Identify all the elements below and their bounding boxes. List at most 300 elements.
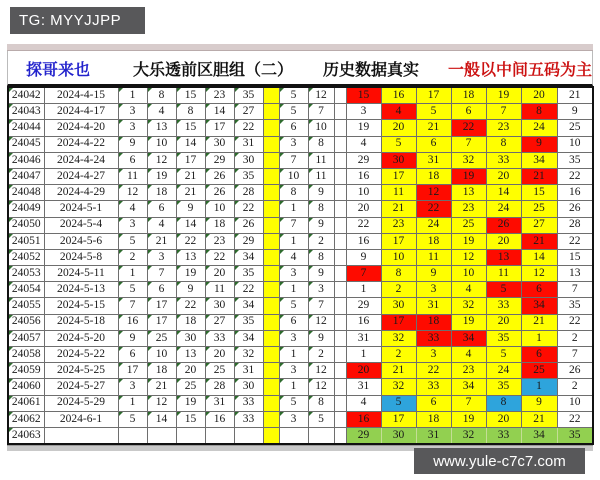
zone-number-cell: 22 xyxy=(416,363,451,379)
yellow-separator-cell xyxy=(263,363,279,379)
zone-number-cell: 5 xyxy=(486,282,521,298)
back-number-cell: 5 xyxy=(279,104,308,120)
zone-number-cell: 26 xyxy=(486,217,521,233)
back-number-cell: 3 xyxy=(279,411,308,427)
zone-number-cell: 21 xyxy=(381,363,416,379)
zone-number-cell: 33 xyxy=(416,330,451,346)
front-number-cell: 30 xyxy=(234,152,263,168)
cell-draw-id: 24044 xyxy=(8,120,44,136)
zone-number-cell: 23 xyxy=(381,217,416,233)
zone-number-cell: 7 xyxy=(346,266,381,282)
yellow-separator-cell xyxy=(263,152,279,168)
sheet-top-strip xyxy=(7,44,593,51)
zone-number-cell: 20 xyxy=(346,201,381,217)
zone-number-cell: 22 xyxy=(451,120,486,136)
zone-number-cell: 20 xyxy=(486,168,521,184)
zone-number-cell: 6 xyxy=(416,395,451,411)
cell-draw-id: 24056 xyxy=(8,314,44,330)
front-number-cell: 11 xyxy=(205,282,234,298)
zone-number-cell: 17 xyxy=(381,411,416,427)
zone-number-cell: 13 xyxy=(451,185,486,201)
front-number-cell: 3 xyxy=(118,217,147,233)
yellow-separator-cell xyxy=(263,120,279,136)
front-number-cell: 15 xyxy=(176,120,205,136)
yellow-separator-cell xyxy=(263,298,279,314)
front-number-cell: 14 xyxy=(147,411,176,427)
cell-draw-date: 2024-5-27 xyxy=(44,379,118,395)
zone-number-cell: 26 xyxy=(557,201,593,217)
gap-cell xyxy=(334,185,346,201)
zone-number-cell: 21 xyxy=(521,233,557,249)
back-number-cell: 8 xyxy=(308,201,334,217)
front-number-cell: 32 xyxy=(234,347,263,363)
zone-number-cell: 5 xyxy=(381,395,416,411)
zone-number-cell: 13 xyxy=(557,266,593,282)
front-number-cell: 20 xyxy=(205,266,234,282)
front-number-cell: 12 xyxy=(147,152,176,168)
back-number-cell: 12 xyxy=(308,87,334,104)
zone-number-cell: 19 xyxy=(451,168,486,184)
zone-number-cell: 11 xyxy=(416,249,451,265)
back-number-cell: 12 xyxy=(308,363,334,379)
front-number-cell: 21 xyxy=(147,233,176,249)
front-number-cell: 13 xyxy=(176,347,205,363)
zone-number-cell: 16 xyxy=(346,168,381,184)
front-number-cell: 33 xyxy=(234,411,263,427)
yellow-separator-cell xyxy=(263,411,279,427)
zone-number-cell: 32 xyxy=(381,379,416,395)
cell-draw-date: 2024-5-20 xyxy=(44,330,118,346)
table-row xyxy=(8,282,593,298)
zone-number-cell: 19 xyxy=(451,411,486,427)
front-number-cell: 13 xyxy=(147,120,176,136)
front-number-cell: 22 xyxy=(234,282,263,298)
yellow-separator-cell xyxy=(263,104,279,120)
front-number-cell: 1 xyxy=(118,266,147,282)
data-table-body xyxy=(8,87,593,444)
zone-number-cell: 22 xyxy=(346,217,381,233)
zone-number-cell: 29 xyxy=(346,298,381,314)
front-number-cell: 21 xyxy=(147,379,176,395)
gap-cell xyxy=(334,427,346,444)
zone-number-cell: 25 xyxy=(521,201,557,217)
front-number-cell: 34 xyxy=(234,298,263,314)
front-number-cell: 9 xyxy=(118,136,147,152)
front-number-cell: 19 xyxy=(147,168,176,184)
zone-number-cell: 33 xyxy=(486,427,521,444)
zone-number-cell: 26 xyxy=(557,363,593,379)
cell-draw-id: 24043 xyxy=(8,104,44,120)
front-number-cell: 5 xyxy=(118,411,147,427)
cell-draw-id: 24061 xyxy=(8,395,44,411)
front-number-cell: 14 xyxy=(205,104,234,120)
front-number-cell: 30 xyxy=(205,136,234,152)
front-number-cell: 22 xyxy=(176,233,205,249)
zone-number-cell: 10 xyxy=(557,136,593,152)
back-number-cell: 1 xyxy=(279,347,308,363)
zone-number-cell: 23 xyxy=(486,120,521,136)
front-number-cell: 21 xyxy=(176,168,205,184)
table-row xyxy=(8,347,593,363)
back-number-cell: 5 xyxy=(279,298,308,314)
gap-cell xyxy=(334,298,346,314)
front-number-cell: 18 xyxy=(147,363,176,379)
zone-number-cell: 1 xyxy=(346,282,381,298)
table-row xyxy=(8,298,593,314)
back-number-cell: 5 xyxy=(308,411,334,427)
zone-number-cell: 31 xyxy=(346,379,381,395)
cell-draw-date: 2024-5-6 xyxy=(44,233,118,249)
table-row xyxy=(8,314,593,330)
zone-number-cell: 31 xyxy=(416,298,451,314)
cell-draw-id: 24058 xyxy=(8,347,44,363)
cell-draw-date: 2024-4-17 xyxy=(44,104,118,120)
front-number-cell: 33 xyxy=(234,395,263,411)
zone-number-cell: 20 xyxy=(486,411,521,427)
zone-number-cell: 34 xyxy=(451,379,486,395)
zone-number-cell: 30 xyxy=(381,427,416,444)
back-number-cell xyxy=(308,427,334,444)
zone-number-cell: 34 xyxy=(521,152,557,168)
yellow-separator-cell xyxy=(263,379,279,395)
front-number-cell: 10 xyxy=(147,136,176,152)
zone-number-cell: 18 xyxy=(416,314,451,330)
front-number-cell: 31 xyxy=(234,363,263,379)
front-number-cell: 25 xyxy=(147,330,176,346)
back-number-cell: 7 xyxy=(279,217,308,233)
table-row xyxy=(8,217,593,233)
zone-number-cell: 24 xyxy=(486,363,521,379)
back-number-cell: 11 xyxy=(308,168,334,184)
front-number-cell: 4 xyxy=(147,217,176,233)
table-row xyxy=(8,427,593,444)
cell-draw-id: 24055 xyxy=(8,298,44,314)
back-number-cell: 3 xyxy=(279,266,308,282)
table-row xyxy=(8,411,593,427)
zone-number-cell: 20 xyxy=(521,87,557,104)
zone-number-cell: 16 xyxy=(381,87,416,104)
back-number-cell: 9 xyxy=(308,217,334,233)
front-number-cell: 17 xyxy=(205,120,234,136)
cell-draw-date: 2024-5-18 xyxy=(44,314,118,330)
front-number-cell: 27 xyxy=(205,314,234,330)
cell-draw-id: 24062 xyxy=(8,411,44,427)
zone-number-cell: 3 xyxy=(416,347,451,363)
gap-cell xyxy=(334,379,346,395)
cell-draw-date: 2024-4-22 xyxy=(44,136,118,152)
front-number-cell: 19 xyxy=(176,395,205,411)
yellow-separator-cell xyxy=(263,314,279,330)
zone-number-cell: 31 xyxy=(416,152,451,168)
zone-number-cell: 2 xyxy=(381,282,416,298)
zone-number-cell: 4 xyxy=(451,347,486,363)
table-row xyxy=(8,152,593,168)
zone-number-cell: 15 xyxy=(346,87,381,104)
front-number-cell: 28 xyxy=(234,185,263,201)
front-number-cell: 1 xyxy=(118,395,147,411)
front-number-cell: 17 xyxy=(147,314,176,330)
table-row xyxy=(8,136,593,152)
front-number-cell: 8 xyxy=(176,104,205,120)
zone-number-cell: 13 xyxy=(486,249,521,265)
zone-number-cell: 17 xyxy=(381,233,416,249)
zone-number-cell: 7 xyxy=(557,282,593,298)
yellow-separator-cell xyxy=(263,185,279,201)
zone-number-cell: 7 xyxy=(451,395,486,411)
zone-number-cell: 11 xyxy=(381,185,416,201)
back-number-cell: 7 xyxy=(308,104,334,120)
table-row xyxy=(8,201,593,217)
zone-number-cell: 7 xyxy=(557,347,593,363)
zone-number-cell: 6 xyxy=(416,136,451,152)
back-number-cell: 3 xyxy=(279,330,308,346)
zone-number-cell: 15 xyxy=(521,185,557,201)
zone-number-cell: 15 xyxy=(557,249,593,265)
gap-cell xyxy=(334,104,346,120)
zone-number-cell: 22 xyxy=(557,314,593,330)
zone-number-cell: 2 xyxy=(557,379,593,395)
zone-number-cell: 33 xyxy=(486,152,521,168)
front-number-cell: 35 xyxy=(234,314,263,330)
cell-draw-date: 2024-5-1 xyxy=(44,201,118,217)
zone-number-cell: 18 xyxy=(416,233,451,249)
front-number-cell: 3 xyxy=(147,249,176,265)
cell-draw-date: 2024-4-29 xyxy=(44,185,118,201)
cell-draw-id: 24049 xyxy=(8,201,44,217)
back-number-cell xyxy=(279,427,308,444)
zone-number-cell: 5 xyxy=(381,136,416,152)
front-number-cell: 6 xyxy=(118,152,147,168)
website-label: www.yule-c7c7.com xyxy=(433,452,566,470)
cell-draw-id: 24059 xyxy=(8,363,44,379)
zone-number-cell: 34 xyxy=(451,330,486,346)
zone-number-cell: 19 xyxy=(486,87,521,104)
cell-draw-id: 24052 xyxy=(8,249,44,265)
zone-number-cell: 4 xyxy=(346,136,381,152)
front-number-cell: 6 xyxy=(147,201,176,217)
front-number-cell: 31 xyxy=(234,136,263,152)
table-row xyxy=(8,120,593,136)
zone-number-cell: 4 xyxy=(346,395,381,411)
front-number-cell: 11 xyxy=(118,168,147,184)
front-number-cell: 9 xyxy=(118,330,147,346)
zone-number-cell: 16 xyxy=(346,411,381,427)
front-number-cell: 28 xyxy=(205,379,234,395)
zone-number-cell: 8 xyxy=(486,395,521,411)
back-number-cell: 12 xyxy=(308,379,334,395)
zone-number-cell: 24 xyxy=(416,217,451,233)
zone-number-cell: 32 xyxy=(451,152,486,168)
gap-cell xyxy=(334,347,346,363)
zone-number-cell: 24 xyxy=(486,201,521,217)
cell-draw-id: 24060 xyxy=(8,379,44,395)
zone-number-cell: 27 xyxy=(521,217,557,233)
zone-number-cell: 18 xyxy=(451,87,486,104)
history-label: 历史数据真实 xyxy=(323,62,420,79)
front-number-cell xyxy=(147,427,176,444)
yellow-separator-cell xyxy=(263,266,279,282)
zone-number-cell: 31 xyxy=(416,427,451,444)
cell-draw-date: 2024-5-4 xyxy=(44,217,118,233)
zone-number-cell: 34 xyxy=(521,298,557,314)
cell-draw-id: 24047 xyxy=(8,168,44,184)
zone-number-cell: 9 xyxy=(557,104,593,120)
back-number-cell: 3 xyxy=(279,363,308,379)
front-number-cell: 5 xyxy=(118,282,147,298)
zone-number-cell: 9 xyxy=(346,249,381,265)
gap-cell xyxy=(334,152,346,168)
front-number-cell: 12 xyxy=(147,395,176,411)
zone-number-cell: 34 xyxy=(521,427,557,444)
zone-number-cell: 3 xyxy=(346,104,381,120)
back-number-cell: 8 xyxy=(308,395,334,411)
gap-cell xyxy=(334,266,346,282)
zone-number-cell: 25 xyxy=(557,120,593,136)
front-number-cell: 18 xyxy=(205,217,234,233)
table-row xyxy=(8,104,593,120)
zone-number-cell: 19 xyxy=(346,120,381,136)
gap-cell xyxy=(334,233,346,249)
front-number-cell: 29 xyxy=(234,233,263,249)
cell-draw-date: 2024-4-27 xyxy=(44,168,118,184)
zone-number-cell: 4 xyxy=(381,104,416,120)
zone-number-cell: 21 xyxy=(416,120,451,136)
cell-draw-date: 2024-5-11 xyxy=(44,266,118,282)
front-number-cell: 31 xyxy=(205,395,234,411)
zone-number-cell: 32 xyxy=(451,298,486,314)
zone-number-cell: 5 xyxy=(416,104,451,120)
front-number-cell: 4 xyxy=(118,201,147,217)
zone-number-cell: 8 xyxy=(521,104,557,120)
front-number-cell: 3 xyxy=(118,104,147,120)
front-number-cell: 10 xyxy=(205,201,234,217)
zone-number-cell: 14 xyxy=(521,249,557,265)
front-number-cell: 4 xyxy=(147,104,176,120)
front-number-cell: 22 xyxy=(205,249,234,265)
gap-cell xyxy=(334,120,346,136)
back-number-cell: 1 xyxy=(279,282,308,298)
zone-number-cell: 32 xyxy=(451,427,486,444)
front-number-cell: 3 xyxy=(118,379,147,395)
front-number-cell: 29 xyxy=(205,152,234,168)
zone-number-cell: 33 xyxy=(416,379,451,395)
cell-draw-date: 2024-5-22 xyxy=(44,347,118,363)
back-number-cell: 11 xyxy=(308,152,334,168)
cell-draw-id: 24054 xyxy=(8,282,44,298)
front-number-cell: 21 xyxy=(176,185,205,201)
front-number-cell xyxy=(176,427,205,444)
cell-draw-id: 24051 xyxy=(8,233,44,249)
cell-draw-date: 2024-5-25 xyxy=(44,363,118,379)
zone-number-cell: 7 xyxy=(451,136,486,152)
back-number-cell: 8 xyxy=(308,249,334,265)
front-number-cell: 23 xyxy=(205,233,234,249)
back-number-cell: 10 xyxy=(308,120,334,136)
yellow-separator-cell xyxy=(263,168,279,184)
front-number-cell: 2 xyxy=(118,249,147,265)
front-number-cell: 13 xyxy=(176,249,205,265)
front-number-cell: 5 xyxy=(118,233,147,249)
sheet-title: 大乐透前区胆组（二） xyxy=(133,62,294,79)
front-number-cell: 9 xyxy=(176,201,205,217)
front-number-cell: 35 xyxy=(234,266,263,282)
front-number-cell: 27 xyxy=(234,104,263,120)
data-table xyxy=(7,86,594,445)
back-number-cell: 5 xyxy=(279,87,308,104)
zone-number-cell: 9 xyxy=(521,395,557,411)
zone-number-cell: 6 xyxy=(521,347,557,363)
cell-draw-date: 2024-4-24 xyxy=(44,152,118,168)
back-number-cell: 9 xyxy=(308,330,334,346)
zone-number-cell: 22 xyxy=(557,168,593,184)
front-number-cell: 7 xyxy=(118,298,147,314)
front-number-cell: 8 xyxy=(147,87,176,104)
back-number-cell: 9 xyxy=(308,266,334,282)
yellow-separator-cell xyxy=(263,87,279,104)
cell-draw-date: 2024-4-20 xyxy=(44,120,118,136)
zone-number-cell: 23 xyxy=(451,363,486,379)
zone-number-cell: 20 xyxy=(486,314,521,330)
gap-cell xyxy=(334,411,346,427)
zone-number-cell: 20 xyxy=(486,233,521,249)
zone-number-cell: 10 xyxy=(557,395,593,411)
back-number-cell: 1 xyxy=(279,201,308,217)
gap-cell xyxy=(334,201,346,217)
front-number-cell: 7 xyxy=(147,266,176,282)
zone-number-cell: 10 xyxy=(346,185,381,201)
zone-number-cell: 28 xyxy=(557,217,593,233)
table-row xyxy=(8,185,593,201)
zone-number-cell: 23 xyxy=(451,201,486,217)
yellow-separator-cell xyxy=(263,217,279,233)
front-number-cell: 14 xyxy=(176,136,205,152)
table-row xyxy=(8,87,593,104)
front-number-cell: 20 xyxy=(176,363,205,379)
front-number-cell: 14 xyxy=(176,217,205,233)
front-number-cell: 17 xyxy=(147,298,176,314)
yellow-separator-cell xyxy=(263,427,279,444)
table-row xyxy=(8,330,593,346)
front-number-cell: 22 xyxy=(234,201,263,217)
zone-number-cell: 3 xyxy=(416,282,451,298)
zone-number-cell: 19 xyxy=(451,314,486,330)
back-number-cell: 12 xyxy=(308,314,334,330)
zone-number-cell: 29 xyxy=(346,427,381,444)
back-number-cell: 8 xyxy=(279,185,308,201)
zone-number-cell: 33 xyxy=(486,298,521,314)
zone-number-cell: 10 xyxy=(451,266,486,282)
zone-number-cell: 21 xyxy=(557,87,593,104)
front-number-cell: 19 xyxy=(176,266,205,282)
zone-number-cell: 17 xyxy=(381,314,416,330)
yellow-separator-cell xyxy=(263,282,279,298)
yellow-separator-cell xyxy=(263,249,279,265)
gap-cell xyxy=(334,282,346,298)
strategy-note: 一般以中间五码为主 xyxy=(448,62,593,79)
front-number-cell: 33 xyxy=(205,330,234,346)
front-number-cell: 18 xyxy=(176,314,205,330)
back-number-cell: 1 xyxy=(279,233,308,249)
gap-cell xyxy=(334,217,346,233)
front-number-cell: 10 xyxy=(147,347,176,363)
zone-number-cell: 18 xyxy=(416,168,451,184)
zone-number-cell: 18 xyxy=(416,411,451,427)
gap-cell xyxy=(334,136,346,152)
front-number-cell: 23 xyxy=(205,87,234,104)
front-number-cell: 16 xyxy=(205,411,234,427)
front-number-cell: 26 xyxy=(205,168,234,184)
table-row xyxy=(8,363,593,379)
